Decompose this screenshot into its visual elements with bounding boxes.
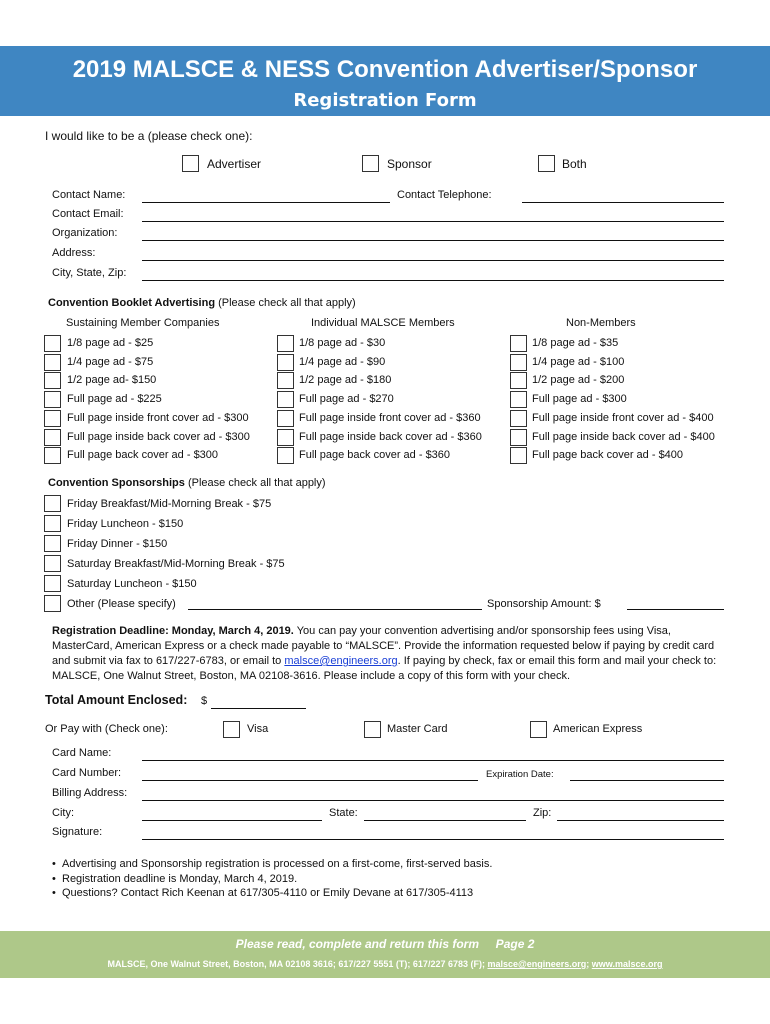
city-label: City: — [52, 807, 74, 819]
sponsor-label: Sponsor — [387, 157, 432, 171]
nonmember-ad-label: Full page inside front cover ad - $400 — [532, 412, 714, 424]
contact-phone-field[interactable] — [522, 202, 724, 203]
contact-name-field[interactable] — [142, 202, 390, 203]
nonmember-ad-checkbox[interactable] — [510, 429, 527, 446]
state-field[interactable] — [364, 820, 526, 821]
contact-email-field[interactable] — [142, 221, 724, 222]
individual-ad-label: 1/8 page ad - $30 — [299, 337, 386, 349]
individual-ad-checkbox[interactable] — [277, 391, 294, 408]
sponsor-checkbox[interactable] — [362, 155, 379, 172]
dollar-sign: $ — [201, 695, 208, 707]
signature-label: Signature: — [52, 826, 103, 838]
individual-ad-label: Full page back cover ad - $360 — [299, 449, 451, 461]
footer-banner — [0, 931, 770, 978]
sustaining-ad-checkbox[interactable] — [44, 372, 61, 389]
address-label: Address: — [52, 247, 96, 259]
individual-ad-label: Full page inside front cover ad - $360 — [299, 412, 481, 424]
nonmember-ad-label: 1/4 page ad - $100 — [532, 356, 625, 368]
booklet-heading: Convention Booklet Advertising (Please check all that apply) — [48, 297, 356, 309]
individual-ad-checkbox[interactable] — [277, 429, 294, 446]
card-number-label: Card Number: — [52, 767, 122, 779]
signature-field[interactable] — [142, 839, 724, 840]
state-label: State: — [329, 807, 358, 819]
sustaining-ad-checkbox[interactable] — [44, 354, 61, 371]
sponsorship-checkbox[interactable] — [44, 555, 61, 572]
contact-phone-label: Contact Telephone: — [397, 189, 492, 201]
nonmember-ad-label: Full page back cover ad - $400 — [532, 449, 684, 461]
individual-ad-checkbox[interactable] — [277, 354, 294, 371]
footer-instruction: Please read, complete and return this form Page 2 — [235, 937, 535, 951]
sponsorship-amount-label: Sponsorship Amount: $ — [487, 598, 601, 610]
both-label: Both — [562, 157, 587, 171]
note-item: • Advertising and Sponsorship registration is processed on a first-come, first-served basis. — [52, 858, 493, 870]
sponsorship-amount-field[interactable] — [627, 609, 724, 610]
expiration-label: Expiration Date: — [486, 769, 554, 780]
total-amount-label: Total Amount Enclosed: — [45, 693, 188, 707]
sponsorship-label: Friday Luncheon - $150 — [67, 518, 184, 530]
sustaining-ad-label: Full page inside back cover ad - $300 — [67, 431, 250, 443]
visa-checkbox[interactable] — [223, 721, 240, 738]
footer-email-link[interactable]: malsce@engineers.org — [487, 959, 587, 969]
organization-field[interactable] — [142, 240, 724, 241]
bullet-icon: • — [52, 873, 56, 885]
sustaining-ad-label: Full page ad - $225 — [67, 393, 162, 405]
sponsorship-label: Saturday Breakfast/Mid-Morning Break - $75 — [67, 558, 285, 570]
other-sponsorship-label: Other (Please specify) — [67, 598, 176, 610]
sponsorship-label: Saturday Luncheon - $150 — [67, 578, 197, 590]
sponsorships-heading: Convention Sponsorships (Please check all that apply) — [48, 477, 326, 489]
both-checkbox[interactable] — [538, 155, 555, 172]
nonmember-header: Non-Members — [566, 317, 636, 329]
note-item: • Registration deadline is Monday, March 4, 2019. — [52, 873, 298, 885]
visa-label: Visa — [247, 723, 269, 735]
billing-address-label: Billing Address: — [52, 787, 128, 799]
nonmember-ad-checkbox[interactable] — [510, 391, 527, 408]
sustaining-ad-checkbox[interactable] — [44, 391, 61, 408]
form-title: 2019 MALSCE & NESS Convention Advertiser/Sponsor — [72, 56, 698, 83]
nonmember-ad-label: Full page ad - $300 — [532, 393, 627, 405]
sustaining-header: Sustaining Member Companies — [66, 317, 220, 329]
nonmember-ad-checkbox[interactable] — [510, 410, 527, 427]
amex-checkbox[interactable] — [530, 721, 547, 738]
city-state-zip-label: City, State, Zip: — [52, 267, 127, 279]
address-field[interactable] — [142, 260, 724, 261]
zip-label: Zip: — [533, 807, 552, 819]
individual-ad-checkbox[interactable] — [277, 410, 294, 427]
sustaining-ad-checkbox[interactable] — [44, 447, 61, 464]
city-field[interactable] — [142, 820, 322, 821]
card-name-field[interactable] — [142, 760, 724, 761]
deadline-paragraph: Registration Deadline: Monday, March 4, 2019. You can pay your convention advertising and/or sponsorship fees using Visa, MasterCard, American Express or a check made payable to “MALSCE”. Provide the information requested below if paying by credit card and submit via fax to 617/227-6783, or email to malsce@engineers.org. If paying by check, fax or email this form and mail your check to: MALSCE, One Walnut Street, Boston, MA 02108-3616. Please include a copy of this form with your check. — [52, 625, 717, 682]
billing-address-field[interactable] — [142, 800, 724, 801]
individual-ad-label: Full page inside back cover ad - $360 — [299, 431, 482, 443]
individual-header: Individual MALSCE Members — [311, 317, 455, 329]
sustaining-ad-checkbox[interactable] — [44, 335, 61, 352]
individual-ad-checkbox[interactable] — [277, 335, 294, 352]
advertiser-label: Advertiser — [207, 157, 262, 171]
contact-name-label: Contact Name: — [52, 189, 126, 201]
sustaining-ad-label: 1/2 page ad- $150 — [67, 374, 157, 386]
individual-ad-checkbox[interactable] — [277, 372, 294, 389]
email-link[interactable]: malsce@engineers.org — [284, 655, 398, 667]
individual-ad-label: 1/2 page ad - $180 — [299, 374, 392, 386]
sustaining-ad-checkbox[interactable] — [44, 410, 61, 427]
nonmember-ad-label: 1/8 page ad - $35 — [532, 337, 619, 349]
form-subtitle: Registration Form — [293, 90, 477, 111]
note-item: • Questions? Contact Rich Keenan at 617/305-4110 or Emily Devane at 617/305-4113 — [52, 887, 474, 899]
nonmember-ad-label: 1/2 page ad - $200 — [532, 374, 625, 386]
header-banner — [0, 46, 770, 116]
sustaining-ad-label: Full page inside front cover ad - $300 — [67, 412, 249, 424]
individual-ad-label: Full page ad - $270 — [299, 393, 394, 405]
role-prompt: I would like to be a (please check one): — [45, 129, 253, 143]
advertiser-checkbox[interactable] — [182, 155, 199, 172]
amex-label: American Express — [553, 723, 643, 735]
nonmember-ad-checkbox[interactable] — [510, 354, 527, 371]
pay-with-label: Or Pay with (Check one): — [45, 723, 168, 735]
individual-ad-checkbox[interactable] — [277, 447, 294, 464]
total-amount-field[interactable] — [211, 708, 306, 709]
zip-field[interactable] — [557, 820, 724, 821]
footer-contact: MALSCE, One Walnut Street, Boston, MA 02108 3616; 617/227 5551 (T); 617/227 6783 (F); malsce@engineers.org; www.malsce.org — [107, 959, 663, 969]
sponsorship-checkbox[interactable] — [44, 535, 61, 552]
sustaining-ad-label: 1/4 page ad - $75 — [67, 356, 154, 368]
mastercard-checkbox[interactable] — [364, 721, 381, 738]
footer-website-link[interactable]: www.malsce.org — [591, 959, 663, 969]
sponsorship-checkbox[interactable] — [44, 515, 61, 532]
expiration-field[interactable] — [570, 780, 724, 781]
sponsorship-checkbox[interactable] — [44, 495, 61, 512]
sustaining-ad-label: Full page back cover ad - $300 — [67, 449, 219, 461]
sponsorship-label: Friday Dinner - $150 — [67, 538, 168, 550]
individual-ad-label: 1/4 page ad - $90 — [299, 356, 386, 368]
bullet-icon: • — [52, 858, 56, 870]
organization-label: Organization: — [52, 227, 118, 239]
bullet-icon: • — [52, 887, 56, 899]
sponsorship-label: Friday Breakfast/Mid-Morning Break - $75 — [67, 498, 272, 510]
other-sponsorship-field[interactable] — [188, 609, 482, 610]
city-state-zip-field[interactable] — [142, 280, 724, 281]
contact-email-label: Contact Email: — [52, 208, 124, 220]
nonmember-ad-checkbox[interactable] — [510, 447, 527, 464]
nonmember-ad-checkbox[interactable] — [510, 372, 527, 389]
nonmember-ad-checkbox[interactable] — [510, 335, 527, 352]
sustaining-ad-label: 1/8 page ad - $25 — [67, 337, 154, 349]
card-name-label: Card Name: — [52, 747, 112, 759]
sustaining-ad-checkbox[interactable] — [44, 429, 61, 446]
other-sponsorship-checkbox[interactable] — [44, 595, 61, 612]
sponsorship-checkbox[interactable] — [44, 575, 61, 592]
mastercard-label: Master Card — [387, 723, 448, 735]
nonmember-ad-label: Full page inside back cover ad - $400 — [532, 431, 715, 443]
card-number-field[interactable] — [142, 780, 478, 781]
